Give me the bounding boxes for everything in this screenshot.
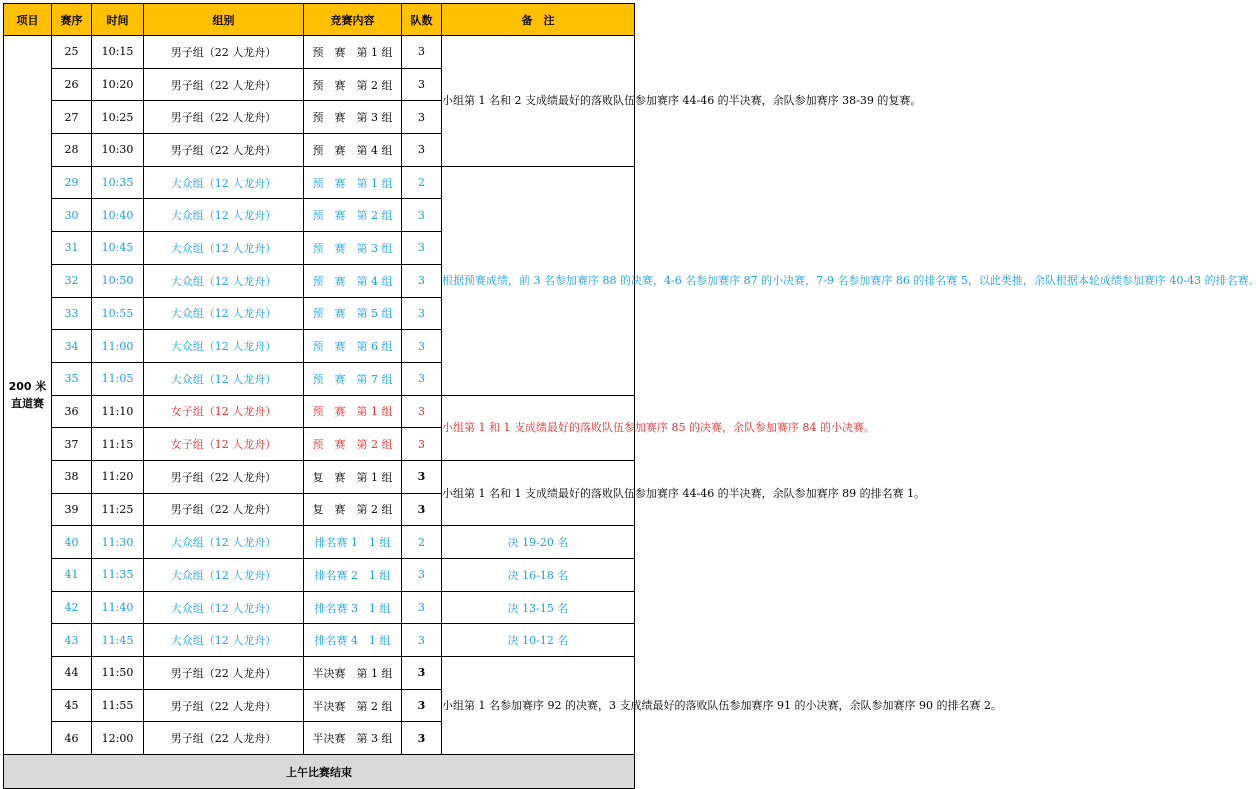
time-cell: 11:20 [92,460,144,493]
content-cell: 预 赛 第 5 组 [304,297,402,330]
time-cell: 10:25 [92,101,144,134]
group-cell: 大众组（12 人龙舟） [144,232,304,265]
seq-cell: 41 [52,559,92,592]
time-cell: 11:30 [92,526,144,559]
group-cell: 大众组（12 人龙舟） [144,526,304,559]
table-row [4,657,635,690]
seq-cell: 46 [52,722,92,755]
note-men-prelim: 小组第 1 名和 2 支成绩最好的落败队伍参加赛序 44-46 的半决赛，余队参加赛序 38-39 的复赛。 [442,36,635,167]
time-cell: 11:15 [92,428,144,461]
group-cell: 大众组（12 人龙舟） [144,297,304,330]
seq-cell: 35 [52,362,92,395]
project-name-line2: 直道赛 [11,397,44,411]
content-cell: 预 赛 第 7 组 [304,362,402,395]
time-cell: 10:15 [92,36,144,69]
time-cell: 11:10 [92,395,144,428]
time-cell: 10:50 [92,264,144,297]
group-cell: 大众组（12 人龙舟） [144,264,304,297]
teams-cell: 3 [402,330,442,363]
time-cell: 11:35 [92,559,144,592]
header-group: 组别 [144,4,304,36]
morning-end-label: 上午比赛结束 [4,755,635,789]
teams-cell: 3 [402,624,442,657]
time-cell: 10:55 [92,297,144,330]
seq-cell: 26 [52,68,92,101]
teams-cell: 3 [402,68,442,101]
seq-cell: 43 [52,624,92,657]
teams-cell: 3 [402,101,442,134]
teams-cell: 3 [402,689,442,722]
note-men-repechage: 小组第 1 名和 1 支成绩最好的落败队伍参加赛序 44-46 的半决赛，余队参加赛序 89 的排名赛 1。 [442,460,635,525]
content-cell: 预 赛 第 1 组 [304,395,402,428]
seq-cell: 30 [52,199,92,232]
teams-cell: 3 [402,460,442,493]
group-cell: 男子组（22 人龙舟） [144,460,304,493]
time-cell: 10:20 [92,68,144,101]
teams-cell: 2 [402,526,442,559]
group-cell: 大众组（12 人龙舟） [144,559,304,592]
content-cell: 复 赛 第 1 组 [304,460,402,493]
note-men-semi: 小组第 1 名参加赛序 92 的决赛，3 支成绩最好的落败队伍参加赛序 91 的小决赛，余队参加赛序 90 的排名赛 2。 [442,657,635,755]
table-row [4,460,635,493]
time-cell: 10:45 [92,232,144,265]
content-cell: 预 赛 第 2 组 [304,199,402,232]
teams-cell: 3 [402,362,442,395]
table-row [4,166,635,199]
time-cell: 10:40 [92,199,144,232]
group-cell: 大众组（12 人龙舟） [144,362,304,395]
time-cell: 11:05 [92,362,144,395]
content-cell: 排名赛 2 1 组 [304,559,402,592]
teams-cell: 3 [402,297,442,330]
content-cell: 预 赛 第 3 组 [304,101,402,134]
teams-cell: 3 [402,199,442,232]
note-cell: 决 16-18 名 [442,559,635,592]
seq-cell: 38 [52,460,92,493]
seq-cell: 45 [52,689,92,722]
seq-cell: 33 [52,297,92,330]
table-row [4,526,635,559]
group-cell: 大众组（12 人龙舟） [144,591,304,624]
time-cell: 11:45 [92,624,144,657]
note-public-prelim: 根据预赛成绩，前 3 名参加赛序 88 的决赛，4-6 名参加赛序 87 的小决赛，7-9 名参加赛序 86 的排名赛 5，以此类推，余队根据本轮成绩参加赛序 40-43 的排名赛。 [442,166,635,395]
table-row [4,559,635,592]
seq-cell: 31 [52,232,92,265]
group-cell: 男子组（22 人龙舟） [144,493,304,526]
content-cell: 预 赛 第 4 组 [304,264,402,297]
teams-cell: 3 [402,36,442,69]
content-cell: 排名赛 4 1 组 [304,624,402,657]
group-cell: 大众组（12 人龙舟） [144,166,304,199]
note-cell: 决 13-15 名 [442,591,635,624]
project-cell [4,36,52,755]
time-cell: 10:35 [92,166,144,199]
group-cell: 男子组（22 人龙舟） [144,101,304,134]
teams-cell: 3 [402,232,442,265]
seq-cell: 27 [52,101,92,134]
teams-cell: 3 [402,591,442,624]
table-row [4,591,635,624]
group-cell: 男子组（22 人龙舟） [144,68,304,101]
schedule-table-wrapper [3,3,1260,789]
group-cell: 男子组（22 人龙舟） [144,36,304,69]
seq-cell: 34 [52,330,92,363]
teams-cell: 3 [402,264,442,297]
content-cell: 预 赛 第 3 组 [304,232,402,265]
teams-cell: 3 [402,395,442,428]
group-cell: 女子组（12 人龙舟） [144,395,304,428]
seq-cell: 37 [52,428,92,461]
group-cell: 男子组（22 人龙舟） [144,722,304,755]
content-cell: 排名赛 1 1 组 [304,526,402,559]
table-row [4,624,635,657]
time-cell: 11:55 [92,689,144,722]
teams-cell: 3 [402,559,442,592]
header-teams: 队数 [402,4,442,36]
teams-cell: 3 [402,134,442,167]
header-row [4,4,635,36]
content-cell: 预 赛 第 2 组 [304,428,402,461]
time-cell: 12:00 [92,722,144,755]
content-cell: 半决赛 第 2 组 [304,689,402,722]
footer-row [4,755,635,789]
teams-cell: 3 [402,722,442,755]
time-cell: 11:40 [92,591,144,624]
seq-cell: 28 [52,134,92,167]
content-cell: 排名赛 3 1 组 [304,591,402,624]
group-cell: 男子组（22 人龙舟） [144,134,304,167]
time-cell: 11:25 [92,493,144,526]
content-cell: 半决赛 第 1 组 [304,657,402,690]
note-cell: 决 10-12 名 [442,624,635,657]
header-time: 时间 [92,4,144,36]
group-cell: 大众组（12 人龙舟） [144,624,304,657]
seq-cell: 42 [52,591,92,624]
header-project: 项目 [4,4,52,36]
seq-cell: 39 [52,493,92,526]
time-cell: 11:50 [92,657,144,690]
group-cell: 女子组（12 人龙舟） [144,428,304,461]
group-cell: 男子组（22 人龙舟） [144,657,304,690]
content-cell: 预 赛 第 1 组 [304,166,402,199]
header-sequence: 赛序 [52,4,92,36]
note-cell: 决 19-20 名 [442,526,635,559]
table-row [4,395,635,428]
teams-cell: 2 [402,166,442,199]
table-row [4,36,635,69]
project-name-line1: 200 米 [8,380,47,394]
time-cell: 11:00 [92,330,144,363]
seq-cell: 32 [52,264,92,297]
teams-cell: 3 [402,428,442,461]
seq-cell: 44 [52,657,92,690]
teams-cell: 3 [402,657,442,690]
content-cell: 预 赛 第 1 组 [304,36,402,69]
content-cell: 复 赛 第 2 组 [304,493,402,526]
seq-cell: 29 [52,166,92,199]
content-cell: 预 赛 第 2 组 [304,68,402,101]
seq-cell: 36 [52,395,92,428]
teams-cell: 3 [402,493,442,526]
content-cell: 预 赛 第 4 组 [304,134,402,167]
schedule-table [3,3,1260,789]
note-women-prelim: 小组第 1 和 1 支成绩最好的落败队伍参加赛序 85 的决赛，余队参加赛序 84 的小决赛。 [442,395,635,460]
time-cell: 10:30 [92,134,144,167]
group-cell: 大众组（12 人龙舟） [144,330,304,363]
group-cell: 大众组（12 人龙舟） [144,199,304,232]
seq-cell: 25 [52,36,92,69]
content-cell: 预 赛 第 6 组 [304,330,402,363]
group-cell: 男子组（22 人龙舟） [144,689,304,722]
header-content: 竞赛内容 [304,4,402,36]
seq-cell: 40 [52,526,92,559]
content-cell: 半决赛 第 3 组 [304,722,402,755]
header-notes: 备 注 [442,4,635,36]
